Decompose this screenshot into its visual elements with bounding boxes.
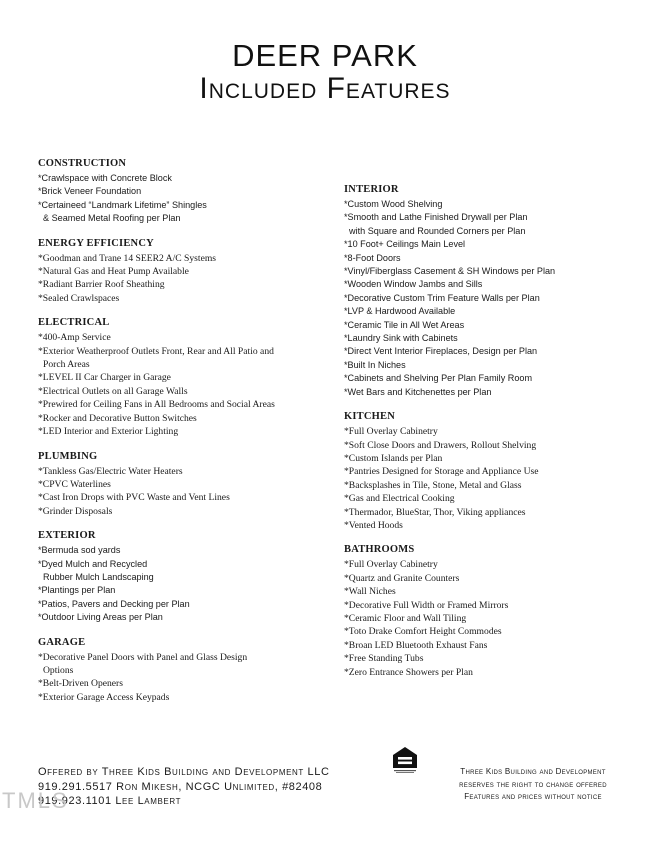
feature-item: *Custom Wood Shelving bbox=[344, 199, 443, 209]
feature-item: *Exterior Garage Access Keypads bbox=[38, 691, 170, 703]
feature-item: *Toto Drake Comfort Height Commodes bbox=[344, 626, 502, 638]
section-energy-efficiency bbox=[38, 237, 338, 306]
feature-item: *Wooden Window Jambs and Sills bbox=[344, 279, 483, 290]
feature-item: *Prewired for Ceiling Fans in All Bedrooms and Social Areas bbox=[38, 399, 275, 411]
feature-item: *Tankless Gas/Electric Water Heaters bbox=[38, 465, 183, 477]
disclaimer-line-1: Three Kids Building and Development bbox=[460, 767, 606, 776]
page-title: DEER PARK bbox=[232, 38, 418, 73]
feature-item: *LED Interior and Exterior Lighting bbox=[38, 426, 179, 438]
feature-item: *Broan LED Bluetooth Exhaust Fans bbox=[344, 639, 488, 651]
section-exterior bbox=[38, 529, 338, 624]
disclaimer-line-2: reserves the right to change offered bbox=[459, 779, 607, 789]
feature-item: Options bbox=[43, 664, 74, 676]
feature-item: *Thermador, BlueStar, Thor, Viking appliances bbox=[344, 506, 526, 518]
footer-offered-by: Offered by Three Kids Building and Development LLC bbox=[38, 766, 330, 778]
feature-item: *Smooth and Lathe Finished Drywall per Plan bbox=[344, 212, 528, 223]
feature-item: *LEVEL II Car Charger in Garage bbox=[38, 372, 171, 384]
section-interior bbox=[344, 183, 644, 399]
feature-item: *Decorative Panel Doors with Panel and Glass Design bbox=[38, 651, 248, 663]
feature-item: *CPVC Waterlines bbox=[38, 478, 111, 490]
section-heading: CONSTRUCTION bbox=[38, 158, 127, 169]
feature-item: & Seamed Metal Roofing per Plan bbox=[43, 213, 181, 224]
section-heading: GARAGE bbox=[38, 636, 86, 648]
feature-item: *Sealed Crawlspaces bbox=[38, 292, 120, 304]
feature-item: *Pantries Designed for Storage and Appliance Use bbox=[344, 466, 539, 478]
section-heading: PLUMBING bbox=[38, 450, 98, 462]
section-plumbing bbox=[38, 450, 338, 519]
mls-watermark: TMLS bbox=[2, 788, 69, 813]
feature-item: *Built In Niches bbox=[344, 359, 406, 370]
feature-item: *Quartz and Granite Counters bbox=[344, 572, 460, 584]
feature-item: Rubber Mulch Landscaping bbox=[43, 571, 154, 582]
right-column bbox=[344, 183, 644, 690]
feature-item: *Ceramic Floor and Wall Tiling bbox=[344, 612, 467, 624]
feature-item: *Zero Entrance Showers per Plan bbox=[344, 666, 473, 678]
feature-item: *Exterior Weatherproof Outlets Front, Rear and All Patio and bbox=[38, 345, 274, 357]
feature-item: *Vinyl/Fiberglass Casement & SH Windows per Plan bbox=[344, 266, 556, 277]
feature-item: *Custom Islands per Plan bbox=[344, 452, 443, 464]
feature-item: *400-Amp Service bbox=[38, 332, 111, 344]
feature-item: *Backsplashes in Tile, Stone, Metal and Glass bbox=[344, 479, 522, 491]
feature-item: *Decorative Custom Trim Feature Walls per Plan bbox=[344, 292, 540, 303]
left-column bbox=[38, 157, 338, 715]
feature-item: *Grinder Disposals bbox=[38, 505, 113, 517]
feature-item: *Goodman and Trane 14 SEER2 A/C Systems bbox=[38, 252, 217, 264]
feature-item: *Wet Bars and Kitchenettes per Plan bbox=[344, 386, 492, 397]
feature-item: *Decorative Full Width or Framed Mirrors bbox=[344, 599, 509, 611]
feature-item: with Square and Rounded Corners per Plan bbox=[349, 225, 526, 236]
feature-item: *Plantings per Plan bbox=[38, 585, 116, 596]
feature-item: *Soft Close Doors and Drawers, Rollout Shelving bbox=[344, 439, 537, 451]
feature-item: *Dyed Mulch and Recycled bbox=[38, 558, 148, 569]
section-heading: INTERIOR bbox=[344, 184, 399, 195]
feature-item: *Wall Niches bbox=[344, 586, 396, 598]
feature-item: *LVP & Hardwood Available bbox=[344, 306, 456, 317]
feature-item: *Full Overlay Cabinetry bbox=[344, 559, 438, 571]
section-bathrooms bbox=[344, 543, 644, 679]
feature-item: *Outdoor Living Areas per Plan bbox=[38, 612, 163, 623]
feature-item: *Bermuda sod yards bbox=[38, 545, 121, 556]
section-garage bbox=[38, 636, 338, 705]
feature-item: *Rocker and Decorative Button Switches bbox=[38, 412, 197, 424]
footer-contact bbox=[38, 765, 330, 809]
section-construction bbox=[38, 157, 338, 226]
section-heading: BATHROOMS bbox=[344, 544, 415, 556]
feature-item: *Cabinets and Shelving Per Plan Family Room bbox=[344, 373, 533, 384]
section-heading: EXTERIOR bbox=[38, 530, 96, 542]
feature-item: *Ceramic Tile in All Wet Areas bbox=[344, 319, 465, 330]
footer-disclaimer bbox=[433, 766, 633, 804]
feature-item: *Free Standing Tubs bbox=[344, 653, 424, 665]
feature-item: *Direct Vent Interior Fireplaces, Design per Plan bbox=[344, 346, 538, 357]
section-electrical bbox=[38, 316, 338, 438]
feature-item: *Natural Gas and Heat Pump Available bbox=[38, 266, 189, 278]
footer-contact-1: 919.291.5517 Ron Mikesh, NCGC Unlimited, #82408 bbox=[38, 780, 323, 793]
feature-item: *Brick Veneer Foundation bbox=[38, 186, 142, 197]
feature-item: *Radiant Barrier Roof Sheathing bbox=[38, 279, 165, 291]
feature-item: *Gas and Electrical Cooking bbox=[344, 493, 455, 505]
section-kitchen bbox=[344, 410, 644, 532]
footer-contact-2: 919.923.1101 Lee Lambert bbox=[38, 795, 182, 807]
feature-item: Porch Areas bbox=[43, 359, 90, 371]
page-subtitle: Included Features bbox=[199, 72, 451, 105]
feature-item: *Full Overlay Cabinetry bbox=[344, 426, 438, 438]
feature-item: *Belt-Driven Openers bbox=[38, 678, 123, 690]
feature-item: *Vented Hoods bbox=[344, 519, 403, 531]
feature-item: *10 Foot+ Ceilings Main Level bbox=[344, 239, 466, 250]
feature-item: *Cast Iron Drops with PVC Waste and Vent Lines bbox=[38, 492, 230, 504]
section-heading: ELECTRICAL bbox=[38, 317, 110, 329]
feature-item: *8-Foot Doors bbox=[344, 252, 401, 263]
feature-item: *Crawlspace with Concrete Block bbox=[38, 173, 172, 183]
feature-item: *Patios, Pavers and Decking per Plan bbox=[38, 598, 190, 609]
feature-item: *Laundry Sink with Cabinets bbox=[344, 333, 458, 344]
section-heading: ENERGY EFFICIENCY bbox=[38, 237, 154, 249]
disclaimer-line-3: Features and prices without notice bbox=[464, 792, 602, 801]
feature-item: *Certaineed “Landmark Lifetime” Shingles bbox=[38, 199, 207, 210]
feature-item: *Electrical Outlets on all Garage Walls bbox=[38, 385, 188, 397]
section-heading: KITCHEN bbox=[344, 411, 395, 423]
equal-housing-opportunity-icon bbox=[392, 746, 418, 774]
